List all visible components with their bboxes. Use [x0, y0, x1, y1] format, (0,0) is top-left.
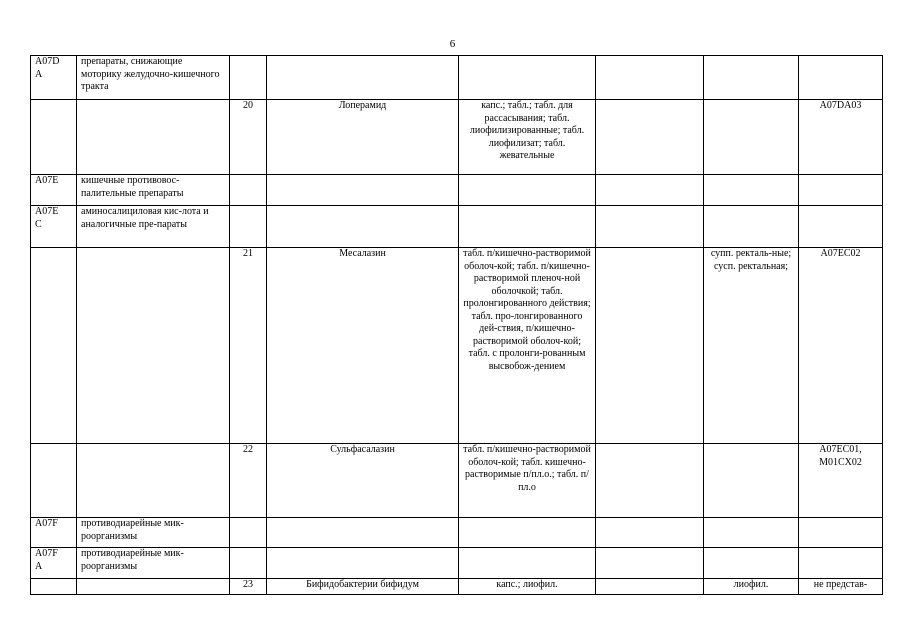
dosage-forms-cell: капс.; лиофил. — [459, 579, 596, 595]
table-row — [31, 548, 883, 579]
atc-code-cell — [799, 548, 883, 579]
drug-name-cell: Сульфасалазин — [267, 444, 459, 518]
empty-column-cell — [596, 548, 704, 579]
dosage-forms-cell — [459, 548, 596, 579]
atc-code-cell: A07EC01, M01CX02 — [799, 444, 883, 518]
atc-group-code-cell: A07F A — [31, 548, 77, 579]
dosage-forms-cell — [459, 175, 596, 206]
group-name-cell — [77, 248, 230, 444]
empty-column-cell — [596, 56, 704, 100]
dosage-forms-cell — [459, 56, 596, 100]
other-forms-cell — [704, 548, 799, 579]
empty-column-cell — [596, 444, 704, 518]
dosage-forms-cell: капс.; табл.; табл. для рассасывания; табл. лиофилизированные; табл. лиофилизат; табл. жевательные — [459, 100, 596, 175]
row-number-cell: 22 — [230, 444, 267, 518]
atc-code-cell — [799, 518, 883, 548]
other-forms-cell: супп. ректаль-ные; сусп. ректальная; — [704, 248, 799, 444]
atc-group-code-cell: A07D A — [31, 56, 77, 100]
table-row — [31, 579, 883, 595]
table-row — [31, 56, 883, 100]
row-number-cell — [230, 175, 267, 206]
atc-group-code-cell — [31, 100, 77, 175]
atc-group-code-cell: A07E — [31, 175, 77, 206]
atc-group-code-cell — [31, 444, 77, 518]
row-number-cell: 21 — [230, 248, 267, 444]
row-number-cell — [230, 206, 267, 248]
drug-name-cell — [267, 206, 459, 248]
drug-name-cell — [267, 56, 459, 100]
other-forms-cell — [704, 206, 799, 248]
row-number-cell — [230, 548, 267, 579]
empty-column-cell — [596, 100, 704, 175]
dosage-forms-cell — [459, 518, 596, 548]
table-row — [31, 444, 883, 518]
dosage-forms-cell: табл. п/кишечно-растворимой оболоч-кой; табл. кишечно-растворимые п/пл.о.; табл. п/пл.о — [459, 444, 596, 518]
group-name-cell — [77, 100, 230, 175]
group-name-cell — [77, 579, 230, 595]
group-name-cell — [77, 444, 230, 518]
table-row — [31, 175, 883, 206]
atc-code-cell — [799, 206, 883, 248]
drug-name-cell — [267, 518, 459, 548]
empty-column-cell — [596, 579, 704, 595]
empty-column-cell — [596, 206, 704, 248]
empty-column-cell — [596, 175, 704, 206]
other-forms-cell — [704, 518, 799, 548]
group-name-cell: кишечные противовос-палительные препараты — [77, 175, 230, 206]
drug-name-cell: Месалазин — [267, 248, 459, 444]
dosage-forms-cell — [459, 206, 596, 248]
drug-table — [30, 55, 883, 595]
other-forms-cell — [704, 444, 799, 518]
other-forms-cell: лиофил. — [704, 579, 799, 595]
group-name-cell: противодиарейные мик-роорганизмы — [77, 548, 230, 579]
empty-column-cell — [596, 248, 704, 444]
group-name-cell: аминосалициловая кис-лота и аналогичные пре-параты — [77, 206, 230, 248]
other-forms-cell — [704, 175, 799, 206]
atc-code-cell: не представ- — [799, 579, 883, 595]
atc-group-code-cell: A07E C — [31, 206, 77, 248]
group-name-cell: противодиарейные мик-роорганизмы — [77, 518, 230, 548]
atc-group-code-cell — [31, 248, 77, 444]
other-forms-cell — [704, 56, 799, 100]
atc-code-cell: A07DA03 — [799, 100, 883, 175]
drug-name-cell: Бифидобактерии бифидум — [267, 579, 459, 595]
atc-code-cell — [799, 175, 883, 206]
group-name-cell: препараты, снижающие моторику желудочно-кишечного тракта — [77, 56, 230, 100]
row-number-cell — [230, 56, 267, 100]
empty-column-cell — [596, 518, 704, 548]
atc-group-code-cell: A07F — [31, 518, 77, 548]
row-number-cell: 20 — [230, 100, 267, 175]
page-number: 6 — [449, 38, 456, 50]
atc-code-cell: A07EC02 — [799, 248, 883, 444]
drug-name-cell — [267, 175, 459, 206]
atc-code-cell — [799, 56, 883, 100]
dosage-forms-cell: табл. п/кишечно-растворимой оболоч-кой; табл. п/кишечно-растворимой пленоч-ной оболочкой; табл. пролонгированного действия; табл. про-лонгированного дей-ствия, п/кишечно-растворимой оболоч-кой; табл. с пролонги-рованным высвобож-дением — [459, 248, 596, 444]
drug-name-cell — [267, 548, 459, 579]
table-row — [31, 206, 883, 248]
table-row — [31, 100, 883, 175]
atc-group-code-cell — [31, 579, 77, 595]
table-row — [31, 518, 883, 548]
row-number-cell — [230, 518, 267, 548]
drug-name-cell: Лоперамид — [267, 100, 459, 175]
table-row — [31, 248, 883, 444]
row-number-cell: 23 — [230, 579, 267, 595]
other-forms-cell — [704, 100, 799, 175]
